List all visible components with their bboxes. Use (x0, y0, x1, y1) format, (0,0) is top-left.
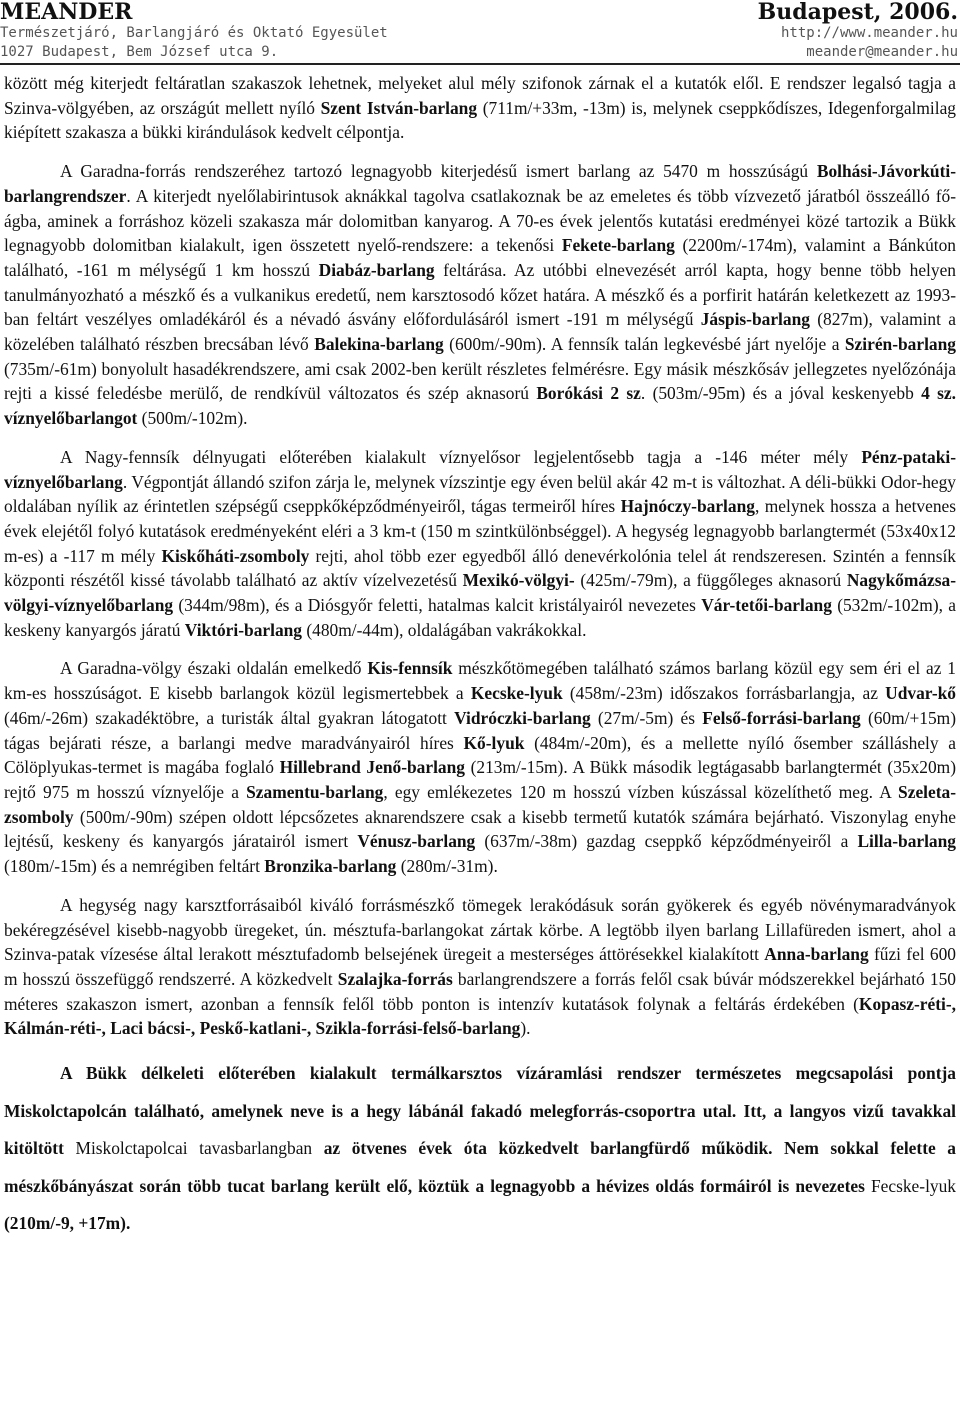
cave-name: Kecske-lyuk (470, 683, 563, 704)
org-subtitle: Természetjáró, Barlangjáró és Oktató Egyesület (0, 25, 388, 41)
text: (2200m/-174m), valamint a Bánkúton található, -161 m mélységű 1 km hosszú (4, 235, 956, 280)
text: (213m/-15m). A Bükk második legtágasabb barlangtermét (35x20m) rejtő 975 m hosszú víznyelője a (4, 757, 956, 802)
cave-name: Miskolctapolcai tavasbarlangban (75, 1138, 324, 1159)
cave-name: Pénz-pataki-víznyelőbarlang (4, 446, 956, 492)
cave-name: Bolhási-Jávorkúti-barlangrendszer (4, 161, 956, 206)
text: (480m/-44m), oldalágában vakrákokkal. (302, 619, 587, 640)
paragraph-6 (4, 1055, 956, 1243)
text: (711m/+33m, -13m) is, melynek cseppkődíszes, Idegenforgalmilag kiépített szakasza a bükki kirándulások kedvelt célpontja. (4, 97, 956, 143)
cave-name: Viktóri-barlang (184, 619, 303, 640)
cave-name: Vár-tetői-barlang (701, 595, 832, 616)
paragraph-1 (4, 71, 956, 145)
cave-name: Kis-fennsík (367, 658, 453, 679)
text: (500m/-90m) szépen oldott lépcsőzetes aknarendszere csak a kisebb termetű kutatók számára bejárható. Viszonylag enyhe lejtésű, keskeny és kanyargós járatairól ismert (4, 806, 956, 852)
text: (637m/-38m) gazdag cseppkő képződményeiről a (475, 831, 858, 852)
cave-name: Szirén-barlang (844, 334, 956, 355)
cave-name: Fecske-lyuk (870, 1175, 956, 1196)
text: A hegység nagy karsztforrásaiból kiváló forrásmészkő tömegek lerakódásuk során gyökerek és egyéb növénymaradványok bekéregzésével kisebb-nagyobb üregeket, ún. mésztufa-barlangokat zártak körbe. A legtöbb ilyen barlang Lillafüreden ismert, ahol a Szinva-patak vízesése által lerakott mésztufadomb belsejének üregeit a mesterséges áttörésekkel kialakított (4, 894, 956, 965)
text: (210m/-9, +17m). (4, 1213, 131, 1234)
text: A Nagy-fennsík délnyugati előterében kialakult víznyelősor legjelentősebb tagja a -146 méter mély (60, 446, 862, 467)
cave-name: Diabáz-barlang (318, 259, 435, 280)
cave-name: Nagykőmázsa-völgyi-víznyelőbarlang (4, 570, 957, 616)
org-address: 1027 Budapest, Bem József utca 9. (0, 44, 279, 60)
text: feltárása. Az utóbbi elnevezését arról kapta, hogy benne több helyen tanulmányozható a mészkő és a vulkanikus eredetű, nem karsztosodó kőzet határa. A mészkő és a porfirit határán keletkezett az 1993-ban feltárt veszélyes omladékáról és a névadó ásvány előfordulásáról ismert -191 m mélységű (4, 259, 956, 330)
cave-name: Vidróczki-barlang (454, 707, 591, 728)
text: (425m/-79m), a függőleges aknasorú (574, 570, 847, 591)
text: . A kiterjedt nyelőlabirintusok aknákkal tagolva csatlakoznak be az emeletes és több vízvezető járatból összeálló fő-ágba, aminek a forráshoz közeli szakasza már dolomitban kanyarog. A 70-es évek jelentős kutatási eredményei közé tartozik a Bükk legnagyobb dolomitban kialakult, igen összetett nyelő-rendszere: a tekenősi (4, 185, 956, 256)
cave-name: 4 sz. víznyelőbarlangot (4, 383, 956, 429)
text: (500m/-102m). (137, 408, 248, 429)
paragraph-3 (4, 445, 956, 643)
cave-name: Udvar-kő (885, 683, 956, 704)
cave-name: Balekina-barlang (314, 334, 444, 355)
cave-name: Szamentu-barlang (246, 781, 384, 802)
document-body (4, 71, 956, 1257)
text: (458m/-23m) időszakos forrásbarlangja, az (562, 683, 886, 704)
city-year: Budapest, 2006. (757, 0, 958, 25)
cave-name: Kő-lyuk (463, 732, 525, 753)
text: (735m/-61m) bonyolult hasadékrendszere, ami csak 2002-ben került részletes felmérésre. Egy másik mészkősáv jellegzetes nyelőzónája rejti a kissé feledésbe merülő, de rendkívül változatos és szép aknasorú (4, 358, 956, 404)
text: . (503m/-95m) és a jóval keskenyebb (640, 383, 922, 404)
cave-name: Szalajka-forrás (337, 968, 453, 989)
cave-name: Anna-barlang (764, 944, 869, 965)
cave-name: Fekete-barlang (561, 235, 675, 256)
cave-name: Vénusz-barlang (357, 831, 476, 852)
text: mészkőtömegében található számos barlang közül egy sem éri el az 1 km-es hosszúságot. E kisebb barlangok közül legismertebbek a (4, 658, 956, 704)
text: (344m/98m), és a Diósgyőr feletti, hatalmas kalcit kristályairól nevezetes (173, 595, 702, 616)
text: (600m/-90m). A fennsík talán legkevésbé járt nyelője a (443, 334, 845, 355)
text: között még kiterjedt feltáratlan szakaszok lehetnek, melyeket alul mély szifonok zárnak el a kutatók elől. E rendszer legalsó tagja a Szinva-völgyében, az országút mellett nyíló (4, 73, 956, 118)
text: ). (520, 1018, 531, 1039)
email-link[interactable]: meander@meander.hu (806, 44, 958, 60)
org-name: MEANDER (0, 0, 133, 25)
text: rejti, ahol több ezer egyedből álló denevérkolónia telel át rendszeresen. Szintén a fennsík központi részétől kissé távolabb található az aktív vízelvezetésű (4, 545, 957, 591)
cave-name: Jáspis-barlang (700, 309, 810, 330)
text: (46m/-26m) szakadéktöbre, a turisták által gyakran látogatott (4, 707, 455, 728)
cave-name: Kiskőháti-zsomboly (161, 545, 310, 566)
cave-name: Szeleta-zsomboly (4, 781, 956, 827)
cave-name: Hajnóczy-barlang (620, 496, 755, 517)
text: A Garadna-völgy északi oldalán emelkedő (60, 658, 368, 679)
paragraph-2 (4, 159, 956, 431)
page-header (0, 0, 960, 60)
cave-name: Mexikó-völgyi- (462, 570, 575, 591)
text: (27m/-5m) és (590, 707, 703, 728)
text: . Végpontját állandó szifon zárja le, melynek vízszintje egy éven belül akár 42 m-t is változhat. A déli-bükki Odor-hegy oldalában nyílik az érintetlen szépségű cseppkőképződményeiről, tágas termeiről híres (4, 471, 956, 517)
text: (180m/-15m) és a nemrégiben feltárt (4, 856, 265, 877)
text: A Bükk délkeleti előterében kialakult termálkarsztos vízáramlási rendszer természetes megcsapolási pontja Miskolctapolcán található, amelynek neve is a hegy lábánál fakadó melegforrás-csoportra utal. Itt, a langyos vizű tavakkal kitöltött (4, 1063, 956, 1159)
text: az ötvenes évek óta közkedvelt barlangfürdő működik. Nem sokkal felette a mészkőbányászat során több tucat barlang került elő, köztük a legnagyobb a hévizes oldás formáiról is nevezetes (4, 1138, 956, 1196)
header-divider (0, 63, 960, 65)
header-right (758, 0, 958, 62)
cave-name: Szent István-barlang (320, 97, 478, 118)
cave-name-list: Kopasz-réti-, Kálmán-réti-, Laci bácsi-, Peskő-katlani-, Szikla-forrási-felső-barlang (4, 993, 956, 1039)
website-link[interactable]: http://www.meander.hu (780, 25, 958, 41)
text: (280m/-31m). (396, 856, 498, 877)
cave-name: Felső-forrási-barlang (702, 707, 861, 728)
text: , melynek hossza a hetvenes évek elejétől folyó kutatások eredményeként eléri a 3 km-t (150 m szintkülönbséggel). A hegység legnagyobb barlangtermét (53x40x12 m-es) a -117 m mély (4, 496, 956, 566)
text: (60m/+15m) tágas bejárati része, a barlangi medve maradványairól híres (4, 707, 956, 753)
cave-name: Hillebrand Jenő-barlang (279, 757, 465, 778)
text: , egy emlékezetes 120 m hosszú vízben kúszással közelíthető meg. A (383, 781, 899, 802)
cave-name: Bronzika-barlang (264, 856, 397, 877)
text: (827m), valamint a közelében található részben brecsában lévő (4, 309, 956, 355)
paragraph-4 (4, 656, 956, 878)
cave-name: Lilla-barlang (857, 831, 956, 852)
cave-name: Borókási 2 sz (536, 383, 641, 404)
paragraph-5 (4, 893, 956, 1041)
text: (532m/-102m), a keskeny kanyargós járatú (4, 595, 956, 640)
text: A Garadna-forrás rendszeréhez tartozó legnagyobb kiterjedésű ismert barlang az 5470 m hosszúságú (60, 161, 817, 182)
text: (484m/-20m), és a mellette nyíló ősember szálláshely a Cölöplyukas-termet is magába foglaló (4, 732, 957, 778)
text: fűzi fel 600 m hosszú összefüggő rendszerré. A közkedvelt (4, 944, 957, 989)
header-left (0, 0, 388, 62)
text: barlangrendszere a forrás felől csak búvár módszerekkel bejárható 150 méteres szakaszon ismert, azonban a fennsík felől több ponton is intenzív kutatások folynak a feltárás érdekében ( (4, 968, 956, 1014)
